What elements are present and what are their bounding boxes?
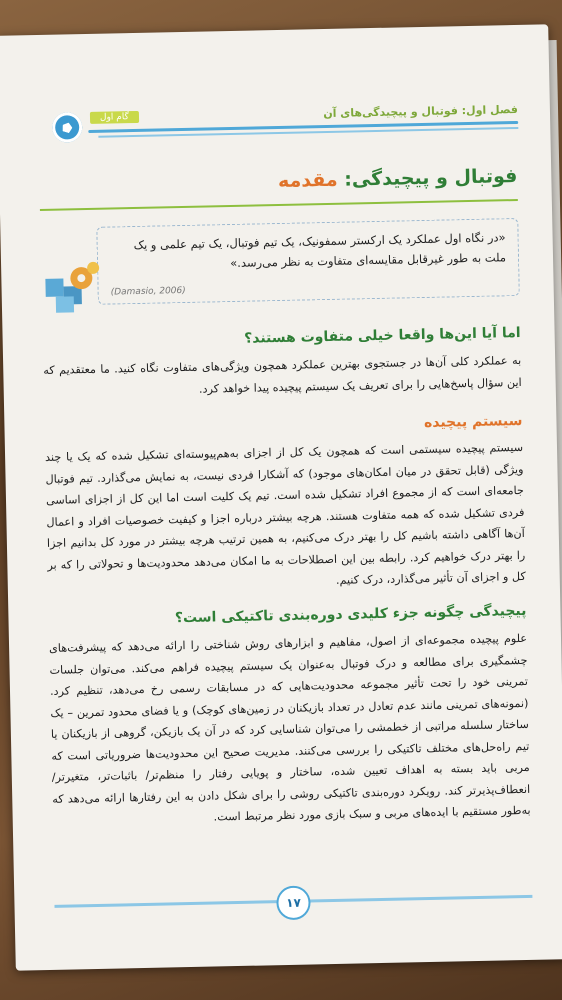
- page-number: ۱۷: [276, 885, 311, 920]
- section-body-1: به عملکرد کلی آن‌ها در جستجوی بهترین عملکرد همچون ویژگی‌های متفاوت نگاه کنید. ما معتقدیم که این سؤال پاسخ‌هایی را برای تعریف یک سیستم پیچیده پیدا خواهد کرد.: [43, 353, 522, 396]
- quote-text: «در نگاه اول عملکرد یک ارکستر سمفونیک، یک تیم فوتبال، یک تیم علمی و یک ملت به طور غیرقابل مقایسه‌ای متفاوت به نظر می‌رسد.»: [133, 230, 507, 271]
- chapter-tag: گام اول: [90, 111, 139, 124]
- puzzle-piece-icon: [45, 279, 63, 297]
- title-accent: مقدمه: [277, 168, 345, 193]
- book-page: [0, 24, 562, 970]
- chapter-label: فصل اول: فوتبال و پیچیدگی‌های آن: [323, 102, 519, 121]
- section-body-2: سیستم پیچیده سیستمی است که همچون یک کل از اجزای به‌هم‌پیوسته‌ای تشکیل شده که یک یا چند ویژگی (قابل تحقق در میان امکان‌های موجود) که آشکارا فردی نیست، به نمایش می‌گذارد. تیم فوتبال جامعه‌ای است که از مجموع افراد تشکیل شده است. تیم یک کلیت است اما این کل از اجزای اساسی فردی تشکیل شده که همه متفاوت هستند. هرچه بیشتر درباره اجزا و کیفیت خصوصیات افراد و اعمال آن‌ها آگاهی داشته باشیم کل را بهتر درک می‌کنیم، به همین ترتیب هرچه بیشتر در مورد کل بدانیم اجزا را بهتر درک خواهیم کرد. رابطه بین این اصطلاحات به ما امکان می‌دهد محدودیت‌ها و تحولاتی را که بر کل و اجزای آن تأثیر می‌گذارد، درک کنیم.: [44, 440, 526, 587]
- puzzle-gear-icon: [41, 256, 106, 317]
- section-body-3: علوم پیچیده مجموعه‌ای از اصول، مفاهیم و ابزارهای روش شناختی را ارائه می‌دهد که پیشرفت‌های چشمگیری برای مطالعه و درک فوتبال به‌عنوان یک سیستم پیچیده فراهم می‌کند. می‌توان جلسات تمرینی خود را تحت تأثیر مجموعه محدودیت‌هایی که در مسابقات رسمی رخ می‌دهد، تنظیم کرد. (نمونه‌های تمرینی مانند عدم تعادل در تعداد بازیکنان در زمین‌های کوچک) و یا فضای محدود تمرین – یک ساختار سلسله مراتبی از خطمشی را می‌توان شناسایی کرد که در آن یک بازیکن، گروهی از بازیکنان یا تیم راه‌حل‌های مختلف تاکتیکی را بررسی می‌کنند. مدیریت صحیح این محدودیت‌ها ضروریاتی است که مربی باید بسته به اهداف تعیین شده، ساختار و پویایی رفتار را منظم‌تر/ باثبات‌تر، متغیرتر/ انعطاف‌پذیرتر کند. رویکرد دوره‌بندی تاکتیکی روشی را برای شکل دادن به این رفتارها ارائه می‌دهد که به‌طور مستقیم با ایده‌های مربی و سبک بازی مورد نظر مرتبط است.: [48, 631, 531, 824]
- section-heading-2: سیستم پیچیده: [423, 412, 523, 432]
- quote-box: [96, 218, 520, 305]
- puzzle-piece-icon: [56, 296, 74, 312]
- title-underline: [40, 199, 518, 211]
- section-heading-3: پیچیدگی چگونه جزء کلیدی دوره‌بندی تاکتیکی است؟: [174, 602, 527, 627]
- page-title: [39, 165, 517, 197]
- football-icon: [52, 112, 83, 143]
- quote-citation: (Damasio, 2006): [110, 285, 186, 298]
- section-heading-1: اما آیا این‌ها واقعا خیلی متفاوت هستند؟: [243, 324, 521, 347]
- title-main: فوتبال و پیچیدگی:: [344, 165, 518, 191]
- chapter-header: [38, 103, 519, 151]
